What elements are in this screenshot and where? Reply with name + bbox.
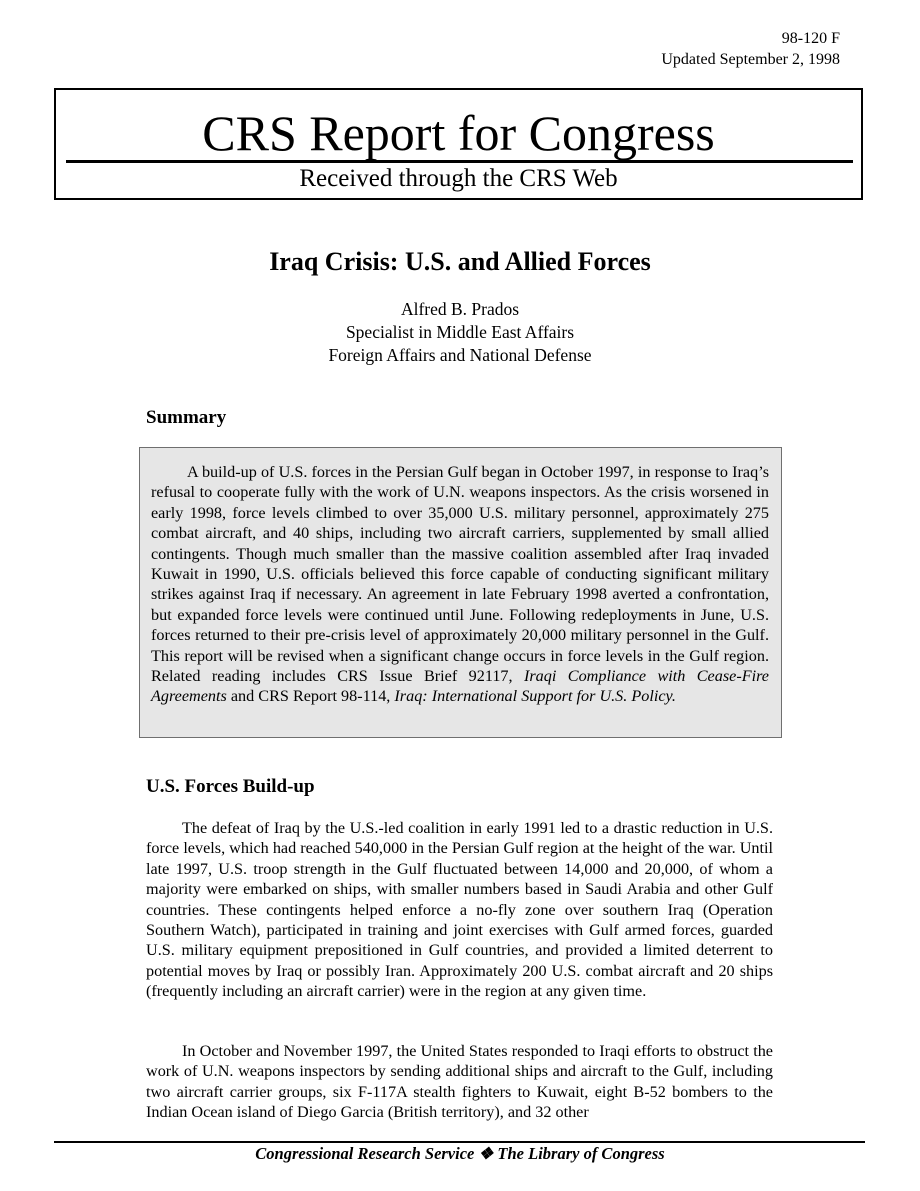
body-paragraph-2: In October and November 1997, the United States responded to Iraqi efforts to obstruct the work of U.N. weapons inspectors by sending additional ships and aircraft to the Gulf, including two aircraft carrier groups, six F-117A stealth fighters to Kuwait, eight B-52 bombers to the Indian Ocean island of Diego Garcia (British territory), and 32 other xyxy=(146,1042,773,1122)
footer-text: Congressional Research Service ❖ The Library of Congress xyxy=(255,1144,665,1163)
summary-heading: Summary xyxy=(146,407,227,428)
masthead-subtitle: Received through the CRS Web xyxy=(299,165,618,192)
summary-text: A build-up of U.S. forces in the Persian Gulf began in October 1997, in response to Iraq’s refusal to cooperate fully with the work of U.N. weapons inspectors. As the crisis worsened in early 1998, force levels climbed to over 35,000 U.S. military personnel, approximately 275 combat aircraft, and 40 ships, including two aircraft carriers, supplemented by small allied contingents. Though much smaller than the massive coalition assembled after Iraq invaded Kuwait in 1990, U.S. officials believed this force capable of conducting significant military strikes against Iraq if necessary. An agreement in late February 1998 averted a confrontation, but expanded force levels were continued until June. Following redeployments in June, U.S. forces returned to their pre-crisis level of approximately 20,000 military personnel in the Gulf. This report will be revised when a significant change occurs in force levels in the Gulf region. Related reading includes CRS Issue Brief 92117, xyxy=(151,463,769,686)
masthead-title: CRS Report for Congress xyxy=(202,105,715,161)
summary-ref-join: and CRS Report 98-114, xyxy=(226,687,395,706)
author-division: Foreign Affairs and National Defense xyxy=(328,345,592,365)
report-number: 98-120 F xyxy=(781,30,840,47)
author-role: Specialist in Middle East Affairs xyxy=(345,322,575,342)
section-heading: U.S. Forces Build-up xyxy=(146,776,315,797)
summary-ref1-title: Iraqi Compliance with Cease-Fire Agreements xyxy=(151,667,769,706)
document-title: Iraq Crisis: U.S. and Allied Forces xyxy=(269,247,651,276)
report-id-block xyxy=(661,28,840,70)
author-name: Alfred B. Prados xyxy=(400,299,520,319)
summary-paragraph xyxy=(151,462,769,707)
updated-date: Updated September 2, 1998 xyxy=(661,51,840,68)
author-block xyxy=(0,298,920,367)
footer-divider xyxy=(54,1141,865,1143)
summary-ref2-title: Iraq: International Support for U.S. Policy. xyxy=(394,687,676,706)
masthead-divider xyxy=(66,160,853,163)
summary-box xyxy=(139,447,782,738)
body-paragraph-1: The defeat of Iraq by the U.S.-led coalition in early 1991 led to a drastic reduction in U.S. force levels, which had reached 540,000 in the Persian Gulf region at the height of the war. Until late 1997, U.S. troop strength in the Gulf fluctuated between 14,000 and 20,000, of whom a majority were embarked on ships, with smaller numbers based in Saudi Arabia and other Gulf countries. These contingents helped enforce a no-fly zone over southern Iraq (Operation Southern Watch), participated in training and joint exercises with Gulf armed forces, guarded U.S. military equipment prepositioned in Gulf countries, and provided a limited deterrent to potential moves by Iraq or possibly Iran. Approximately 200 U.S. combat aircraft and 20 ships (frequently including an aircraft carrier) were in the region at any given time. xyxy=(146,819,773,1001)
masthead-box xyxy=(54,88,863,200)
